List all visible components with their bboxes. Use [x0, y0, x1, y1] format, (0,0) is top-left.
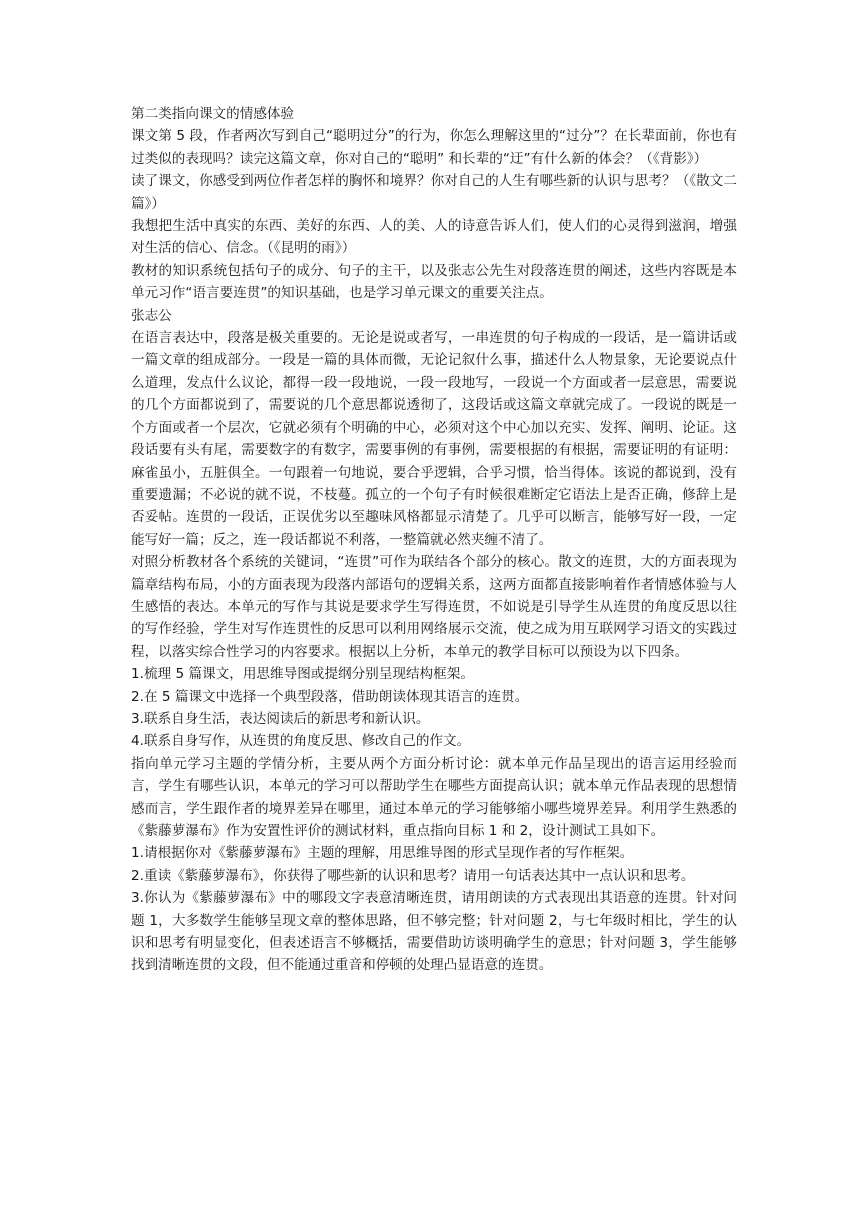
question-beiying: 课文第 5 段，作者两次写到自己“聪明过分”的行为，你怎么理解这里的“过分”？在长辈面前，你也有过类似的表现吗？读完这篇文章，你对自己的“聪明” 和长辈的“迂”有什么新的体会？（《背影》） — [131, 128, 737, 167]
paragraph-analysis: 对照分析教材各个系统的关键词，“连贯”可作为联结各个部分的核心。散文的连贯，大的方面表现为篇章结构布局，小的方面表现为段落内部语句的逻辑关系，这两方面都直接影响着作者情感体验与人生感悟的表达。本单元的写作与其说是要求学生写得连贯，不如说是引导学生从连贯的角度反思以往的写作经验，学生对写作连贯性的反思可以利用网络展示交流，使之成为用互联网学习语文的实践过程，以落实综合性学习的内容要求。根据以上分析，本单元的教学目标可以预设为以下四条。 — [131, 554, 737, 660]
section-heading: 第二类指向课文的情感体验 — [131, 106, 295, 122]
document-body — [131, 103, 737, 977]
objective-item-3: 3.联系自身生活，表达阅读后的新思考和新认识。 — [131, 710, 430, 727]
test-item-2: 2.重读《紫藤萝瀑布》，你获得了哪些新的认识和思考？请用一句话表达其中一点认识和思考。 — [131, 867, 695, 884]
paragraph-knowledge-system: 教材的知识系统包括句子的成分、句子的主干，以及张志公先生对段落连贯的阐述，这些内容既是本单元习作“语言要连贯”的知识基础，也是学习单元课文的重要关注点。 — [131, 262, 737, 302]
paragraph-learner-analysis: 指向单元学习主题的学情分析，主要从两个方面分析讨论：就本单元作品呈现出的语言运用经验而言，学生有哪些认识，本单元的学习可以帮助学生在哪些方面提高认识；就本单元作品表现的思想情感而言，学生跟作者的境界差异在哪里，通过本单元的学习能够缩小哪些境界差异。利用学生熟悉的《紫藤萝瀑布》作为安置性评价的测试材料，重点指向目标 1 和 2，设计测试工具如下。 — [131, 755, 737, 839]
test-item-1: 1.请根据你对《紫藤萝瀑布》主题的理解，用思维导图的形式呈现作者的写作框架。 — [131, 845, 634, 862]
objective-item-4: 4.联系自身写作，从连贯的角度反思、修改自己的作文。 — [131, 733, 471, 750]
quote-kunming-de-yu: 我想把生活中真实的东西、美好的东西、人的美、人的诗意告诉人们，使人们的心灵得到滋润，增强对生活的信心、信念。（《昆明的雨》） — [131, 218, 737, 257]
test-item-3: 3.你认为《紫藤萝瀑布》中的哪段文字表意清晰连贯，请用朗读的方式表现出其语意的连贯。针对问题 1，大多数学生能够呈现文章的整体思路，但不够完整；针对问题 2，与七年级时相比，学生的认识和思考有明显变化，但表述语言不够概括，需要借助访谈明确学生的意思；针对问题 3，学生能够找到清晰连贯的文段，但不能通过重音和停顿的处理凸显语意的连贯。 — [131, 890, 737, 974]
paragraph-zhang-zhigong-quote: 在语言表达中，段落是极关重要的。无论是说或者写，一串连贯的句子构成的一段话，是一篇讲话或一篇文章的组成部分。一段是一篇的具体而微，无论记叙什么事，描述什么人物景象，无论要说点什么道理，发点什么议论，都得一段一段地说，一段一段地写，一段说一个方面或者一层意思，需要说的几个方面都说到了，需要说的几个意思都说透彻了，这段话或这篇文章就完成了。一段说的既是一个方面或者一个层次，它就必须有个明确的中心，必须对这个中心加以充实、发挥、阐明、论证。这段话要有头有尾，需要数字的有数字，需要事例的有事例，需要根据的有根据，需要证明的有证明：麻雀虽小，五脏俱全。一句跟着一句地说，要合乎逻辑，合乎习惯，恰当得体。该说的都说到，没有重要遗漏；不必说的就不说，不枝蔓。孤立的一个句子有时候很难断定它语法上是否正确，修辞上是否妥帖。连贯的一段话，正误优劣以至趣味风格都显示清楚了。几乎可以断言，能够写好一段，一定能写好一篇；反之，连一段话都说不利落，一整篇就必然夹缠不清了。 — [131, 330, 737, 548]
author-name: 张志公 — [131, 307, 172, 324]
objective-item-1: 1.梳理 5 篇课文，用思维导图或提纲分别呈现结构框架。 — [131, 666, 474, 683]
question-sanwen-erpian: 读了课文，你感受到两位作者怎样的胸怀和境界？你对自己的人生有哪些新的认识与思考？（《散文二篇》） — [131, 173, 737, 212]
objective-item-2: 2.在 5 篇课文中选择一个典型段落，借助朗读体现其语言的连贯。 — [131, 688, 529, 705]
